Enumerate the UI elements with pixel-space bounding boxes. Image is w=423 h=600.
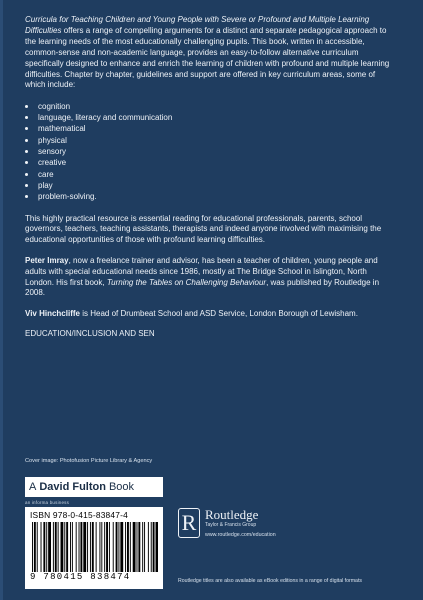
intro-text: offers a range of compelling arguments for a distinct and separate pedagogical approach to the learning needs of the most educationally challenging pupils. This book, written in accessible, common-sense and non-academic language, provides an easy-to-follow alternative curriculum specifically designed to enhance and enrich the learning of children with profound and multiple learning difficulties. Chapter by chapter, guidelines and support are offered in key curriculum areas, some of which include: bbox=[25, 25, 390, 90]
list-item: problem-solving. bbox=[25, 191, 397, 202]
barcode-digits: 9 780415 838474 bbox=[30, 572, 131, 582]
author-name: Viv Hinchcliffe bbox=[25, 308, 80, 318]
ebook-note: Routledge titles are also available as eBook editions in a range of digital formats bbox=[178, 578, 362, 584]
author-bio-text: , was published by Routledge in 2008. bbox=[25, 277, 380, 298]
routledge-mark-icon: R bbox=[178, 508, 200, 538]
list-item: creative bbox=[25, 157, 397, 168]
subject-category: EDUCATION/INCLUSION AND SEN bbox=[25, 329, 155, 339]
curriculum-areas-list bbox=[25, 101, 397, 203]
imprint-suffix: Book bbox=[108, 481, 135, 493]
book-title: Curricula for Teaching Children and Young People with Severe or Profound and Multiple Learning Difficulties bbox=[25, 15, 370, 35]
author-bio-text: is Head of Drumbeat School and ASD Service, London Borough of Lewisham. bbox=[82, 308, 358, 318]
list-item: physical bbox=[25, 135, 397, 146]
author-name: Peter Imray bbox=[25, 255, 69, 265]
imprint-prefix: A bbox=[29, 481, 37, 493]
list-item: mathematical bbox=[25, 123, 397, 134]
barcode-bars bbox=[30, 522, 158, 572]
audience-paragraph: This highly practical resource is essential reading for educational professionals, parents, school governors, teachers, teaching assistants, therapists and indeed anyone involved with maximising the educational opportunities of those with profound learning difficulties. bbox=[25, 213, 382, 245]
informa-line: an informa business bbox=[25, 500, 70, 505]
intro-paragraph bbox=[25, 15, 397, 91]
list-item: care bbox=[25, 169, 397, 180]
imprint-brand: David Fulton bbox=[39, 481, 106, 493]
barcode bbox=[25, 507, 163, 589]
author-bio-hinchcliffe bbox=[25, 309, 397, 320]
isbn-label: ISBN 978-0-415-83847-4 bbox=[30, 510, 128, 520]
author-bio-imray bbox=[25, 256, 397, 300]
list-item: play bbox=[25, 180, 397, 191]
author-bio-text: , now a freelance trainer and advisor, has been a teacher of children, young people and adults with special educational needs since 1986, mostly at The Bridge School in Islington, North London. His first book, bbox=[25, 255, 378, 287]
previous-book-title: Turning the Tables on Challenging Behaviour bbox=[106, 277, 267, 287]
imprint-logo bbox=[25, 477, 163, 497]
back-cover-text bbox=[25, 15, 397, 350]
publisher-name: Routledge bbox=[205, 507, 259, 522]
cover-credit: Cover image: Photofusion Picture Library & Agency bbox=[25, 458, 153, 464]
publisher-url: www.routledge.com/education bbox=[205, 532, 276, 538]
list-item: language, literacy and communication bbox=[25, 112, 397, 123]
publisher-group: Taylor & Francis Group bbox=[205, 522, 257, 528]
publisher-logo bbox=[178, 508, 276, 538]
edge-stripe bbox=[0, 0, 3, 600]
list-item: sensory bbox=[25, 146, 397, 157]
list-item: cognition bbox=[25, 101, 397, 112]
